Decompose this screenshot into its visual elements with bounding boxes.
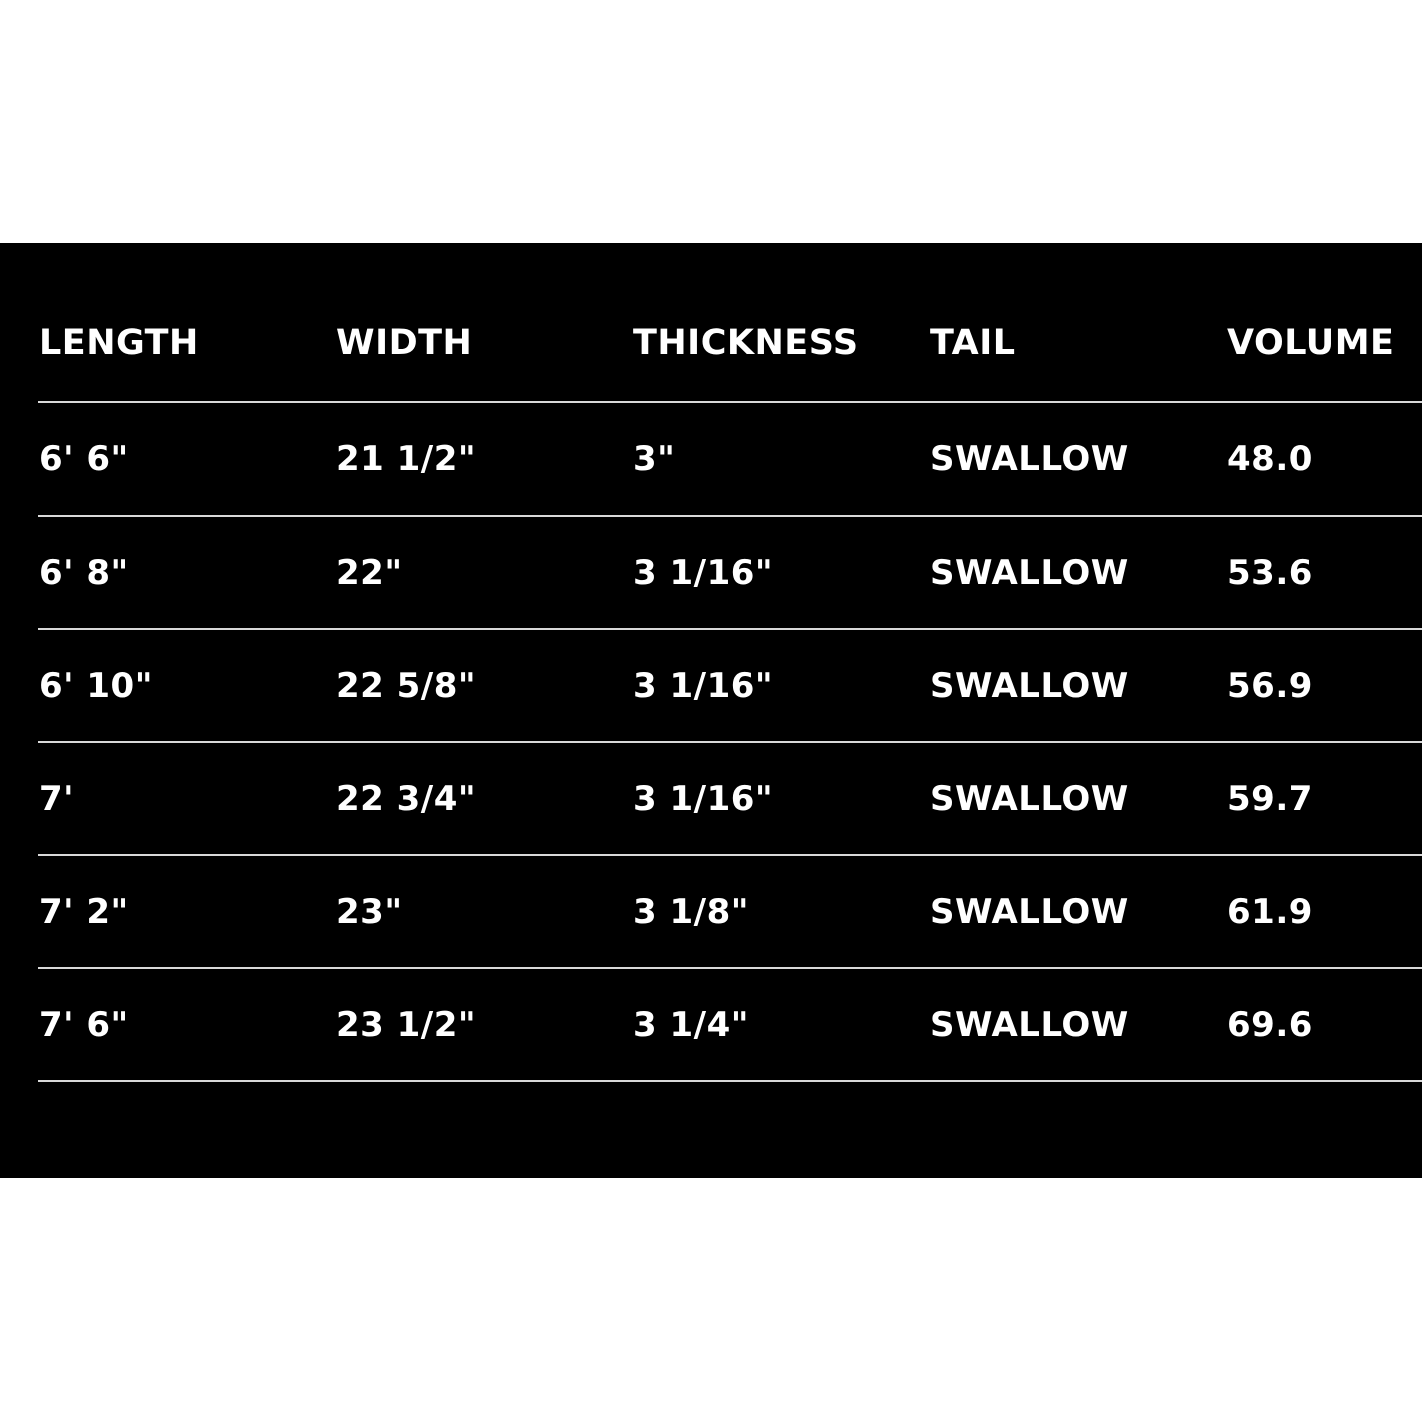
cell-volume: 69.6 — [1227, 1004, 1313, 1045]
spec-table — [0, 243, 1422, 1178]
cell-length: 6' 8" — [39, 552, 129, 593]
cell-length: 7' — [39, 778, 75, 819]
cell-volume: 48.0 — [1227, 438, 1313, 479]
cell-tail: SWALLOW — [930, 438, 1129, 479]
cell-volume: 59.7 — [1227, 778, 1313, 819]
cell-thickness: 3 1/8" — [633, 891, 749, 932]
cell-width: 22 3/4" — [336, 778, 477, 819]
cell-tail: SWALLOW — [930, 665, 1129, 706]
cell-thickness: 3 1/4" — [633, 1004, 749, 1045]
cell-length: 7' 2" — [39, 891, 129, 932]
table-row — [0, 968, 1422, 1081]
table-row — [0, 516, 1422, 629]
header-width: WIDTH — [336, 323, 473, 363]
header-length: LENGTH — [39, 323, 199, 363]
cell-thickness: 3 1/16" — [633, 778, 774, 819]
header-volume: VOLUME — [1227, 323, 1395, 363]
cell-tail: SWALLOW — [930, 891, 1129, 932]
cell-thickness: 3 1/16" — [633, 552, 774, 593]
cell-width: 21 1/2" — [336, 438, 477, 479]
cell-tail: SWALLOW — [930, 1004, 1129, 1045]
cell-thickness: 3 1/16" — [633, 665, 774, 706]
cell-width: 22 5/8" — [336, 665, 477, 706]
cell-volume: 61.9 — [1227, 891, 1313, 932]
table-row — [0, 855, 1422, 968]
cell-tail: SWALLOW — [930, 552, 1129, 593]
row-divider — [38, 1080, 1422, 1082]
header-thickness: THICKNESS — [633, 323, 859, 363]
cell-length: 6' 6" — [39, 438, 129, 479]
cell-length: 7' 6" — [39, 1004, 129, 1045]
cell-width: 22" — [336, 552, 403, 593]
table-row — [0, 629, 1422, 742]
table-header — [0, 243, 1422, 402]
table-row — [0, 742, 1422, 855]
cell-width: 23 1/2" — [336, 1004, 477, 1045]
cell-thickness: 3" — [633, 438, 676, 479]
cell-width: 23" — [336, 891, 403, 932]
table-row — [0, 402, 1422, 515]
header-tail: TAIL — [930, 323, 1016, 363]
cell-volume: 53.6 — [1227, 552, 1313, 593]
cell-volume: 56.9 — [1227, 665, 1313, 706]
cell-tail: SWALLOW — [930, 778, 1129, 819]
cell-length: 6' 10" — [39, 665, 153, 706]
